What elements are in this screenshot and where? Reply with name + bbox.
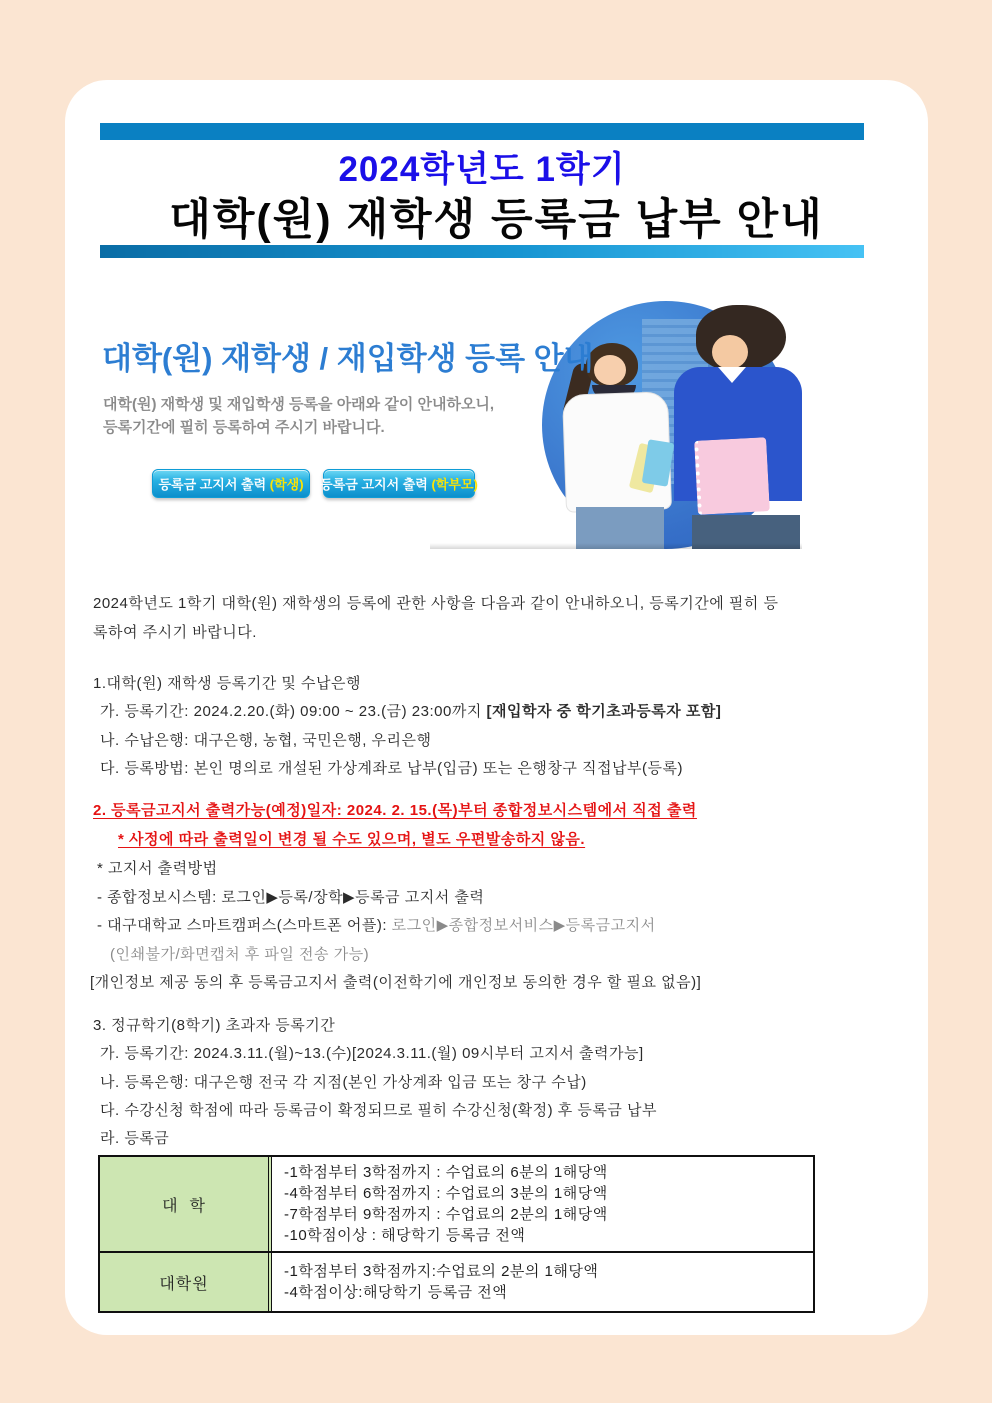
semester-label: 2024학년도 1학기	[338, 150, 626, 189]
section2-method2-note: (인쇄불가/화면캡처 후 파일 전송 가능)	[110, 946, 370, 963]
section2-method2-gray: 로그인▶종합정보서비스▶등록금고지서	[391, 917, 656, 934]
section2-method2-black: - 대구대학교 스마트캠퍼스(스마트폰 어플):	[97, 917, 392, 934]
print-bill-student-button[interactable]	[152, 469, 310, 498]
intro-line1: 2024학년도 1학기 대학(원) 재학생의 등록에 관한 사항을 다음과 같이 안내하오니, 등록기간에 필히 등	[93, 595, 779, 612]
table-row-label-gradschool: 대학원	[100, 1253, 272, 1311]
table-cell-line: -1학점부터 3학점까지 : 수업료의 6분의 1해당액	[284, 1164, 608, 1181]
tuition-table	[98, 1155, 815, 1313]
section2-method2	[97, 914, 656, 935]
students-photo	[712, 335, 748, 369]
table-cell-gradschool	[272, 1253, 813, 1311]
page-title: 대학(원) 재학생 등록금 납부 안내	[169, 196, 824, 244]
table-row	[100, 1157, 813, 1253]
students-photo	[594, 355, 626, 385]
notice-card	[65, 80, 928, 1335]
print-bill-parent-suffix: (학부모)	[431, 477, 478, 492]
section2-heading: 2. 등록금고지서 출력가능(예정)일자: 2024. 2. 15.(목)부터 종합정보시스템에서 직접 출력	[93, 802, 697, 819]
section1-heading: 1.대학(원) 재학생 등록기간 및 수납은행	[93, 675, 362, 692]
print-bill-student-label: 등록금 고지서 출력	[158, 477, 270, 492]
print-bill-parent-button[interactable]	[320, 469, 478, 498]
table-cell-university	[272, 1157, 813, 1251]
section1-item-ga-text: 가. 등록기간: 2024.2.20.(화) 09:00 ~ 23.(금) 23:00까지	[100, 703, 487, 720]
banner-description-line1: 대학(원) 재학생 및 재입학생 등록을 아래와 같이 안내하오니,	[103, 396, 495, 413]
table-cell-line: -10학점이상 : 해당학기 등록금 전액	[284, 1227, 526, 1244]
table-cell-line: -4학점부터 6학점까지 : 수업료의 3분의 1해당액	[284, 1185, 608, 1202]
section3-heading: 3. 정규학기(8학기) 초과자 등록기간	[93, 1017, 336, 1034]
photo-shadow	[430, 543, 802, 549]
section2-method-title: * 고지서 출력방법	[97, 860, 218, 877]
section1-item-ga-bold: [재입학자 중 학기초과등록자 포함]	[486, 703, 722, 720]
table-cell-line: -4학점이상:해당학기 등록금 전액	[284, 1284, 508, 1301]
section1-item-na: 나. 수납은행: 대구은행, 농협, 국민은행, 우리은행	[100, 732, 432, 749]
header-gradient-bar	[100, 245, 864, 258]
section3-item-na: 나. 등록은행: 대구은행 전국 각 지점(본인 가상계좌 입금 또는 창구 수납)	[100, 1074, 587, 1091]
header-top-bar	[100, 123, 864, 140]
section1-item-da: 다. 등록방법: 본인 명의로 개설된 가상계좌로 납부(입금) 또는 은행창구 직접납부(등록)	[100, 760, 683, 777]
section3-item-da: 다. 수강신청 학점에 따라 등록금이 확정되므로 필히 수강신청(확정) 후 등록금 납부	[100, 1102, 658, 1119]
table-cell-line: -7학점부터 9학점까지 : 수업료의 2분의 1해당액	[284, 1206, 608, 1223]
section3-item-ga: 가. 등록기간: 2024.3.11.(월)~13.(수)[2024.3.11.(월) 09시부터 고지서 출력가능]	[100, 1045, 644, 1062]
registration-banner	[100, 293, 802, 549]
table-row-label-university: 대 학	[100, 1157, 272, 1251]
section2-method1: - 종합정보시스템: 로그인▶등록/장학▶등록금 고지서 출력	[97, 889, 485, 906]
section1-item-ga	[100, 700, 721, 721]
banner-title: 대학(원) 재학생 / 재입학생 등록 안내	[102, 341, 594, 376]
section2-note: * 사정에 따라 출력일이 변경 될 수도 있으며, 별도 우편발송하지 않음.	[118, 831, 586, 848]
section3-item-ra: 라. 등록금	[100, 1130, 170, 1147]
students-photo	[694, 437, 770, 515]
section2-privacy-note: [개인정보 제공 동의 후 등록금고지서 출력(이전학기에 개인정보 동의한 경우 할 필요 없음)]	[90, 974, 702, 991]
table-row	[100, 1253, 813, 1311]
table-cell-line: -1학점부터 3학점까지:수업료의 2분의 1해당액	[284, 1263, 599, 1280]
banner-description-line2: 등록기간에 필히 등록하여 주시기 바랍니다.	[103, 419, 385, 436]
print-bill-student-suffix: (학생)	[269, 477, 304, 492]
intro-line2: 록하여 주시기 바랍니다.	[93, 624, 257, 641]
print-bill-parent-label: 등록금 고지서 출력	[320, 477, 432, 492]
